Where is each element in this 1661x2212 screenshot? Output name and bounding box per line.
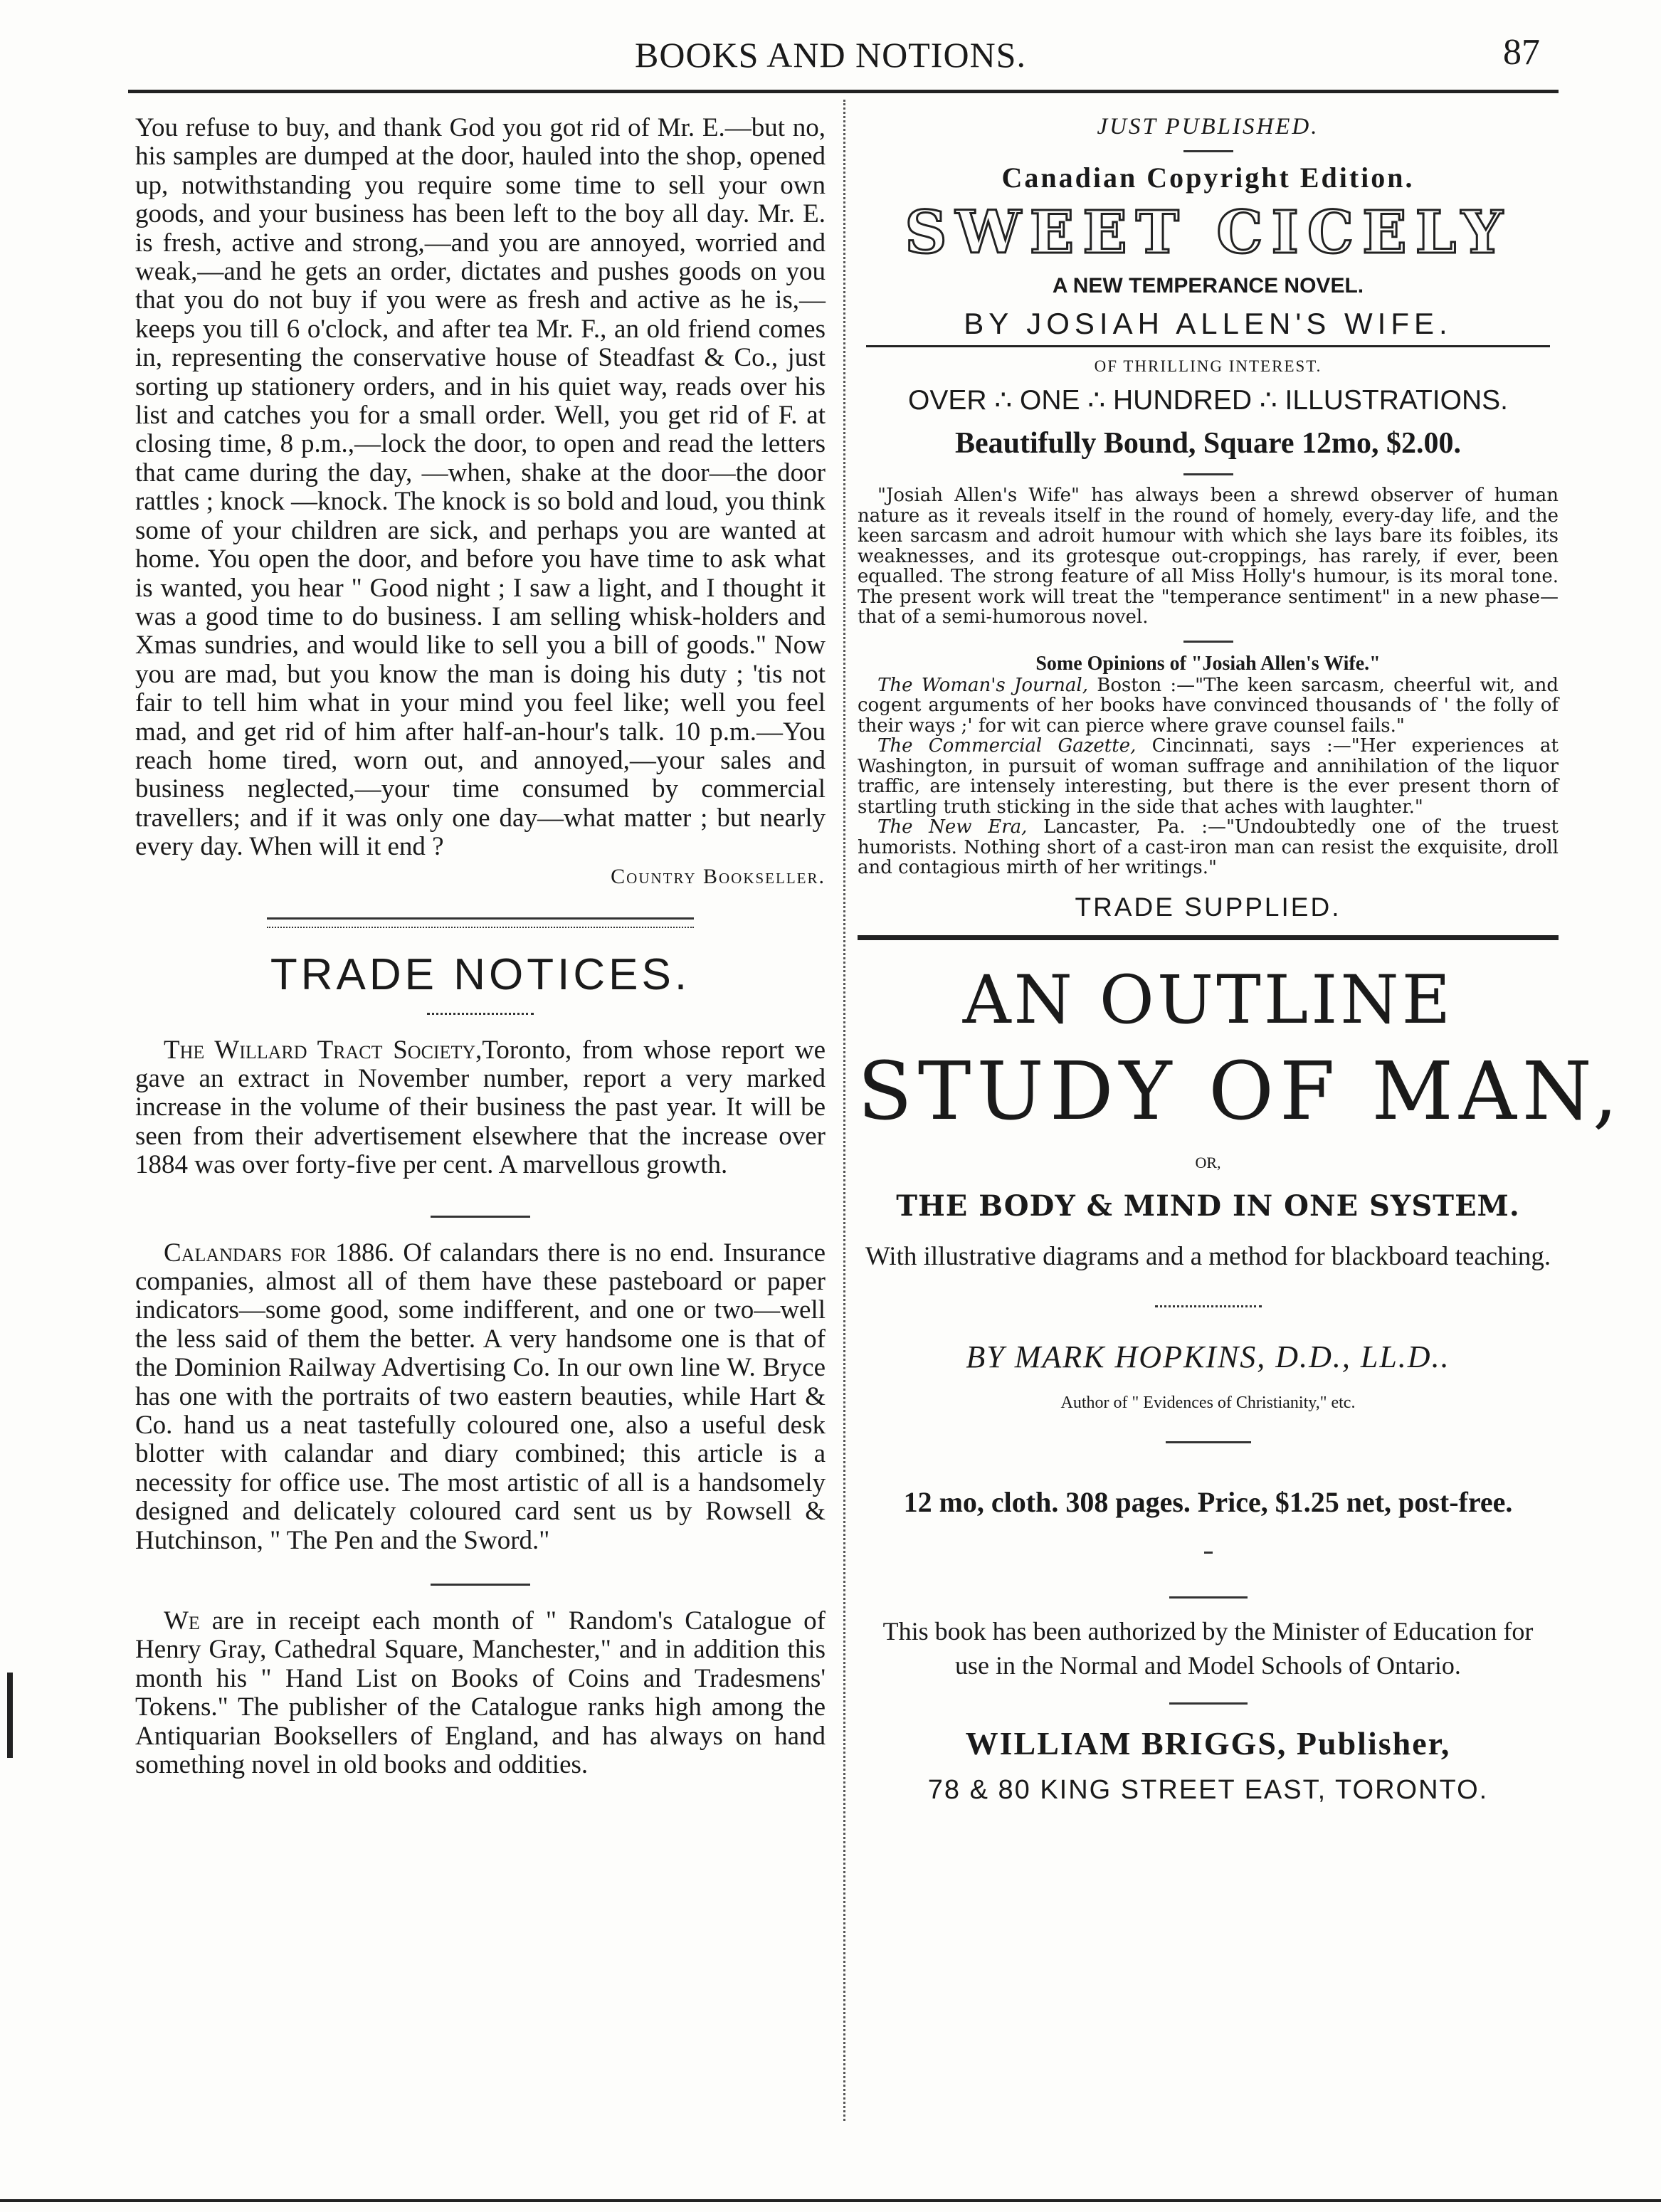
- calandars-lead: Calandars for 1886.: [164, 1238, 395, 1268]
- study-of-man-title: STUDY OF MAN,: [858, 1045, 1624, 1138]
- opinion-2-source: The Commercial Gazette,: [877, 735, 1137, 757]
- random-notice: [135, 1607, 826, 1779]
- opinion-2-text: Cincinnati, says :—"Her experiences at Washington, in pursuit of woman suffrage and annihilation of the liquor traffic, are intensely interesting, but there is the ever present thorn of startling truth sticking in the side that aches with laughter.": [858, 735, 1559, 818]
- title-dotted-rule: [427, 1013, 534, 1015]
- opinion-1-text: Boston :—"The keen sarcasm, cheerful wit, and cogent arguments of her books have convinced thousands of ' the folly of their ways ;' for wit can pierce where grave counsel fails.": [858, 674, 1559, 737]
- rule-sep-5: [1169, 1702, 1248, 1705]
- opinion-1-source: The Woman's Journal,: [877, 674, 1089, 696]
- column-divider: [843, 100, 845, 2121]
- willard-notice: [135, 1036, 826, 1180]
- notice-separator: [431, 1216, 530, 1218]
- rule-sep-4: [1169, 1596, 1248, 1599]
- hopkins-price: 12 mo, cloth. 308 pages. Price, $1.25 net, post-free.: [903, 1485, 1513, 1518]
- letter-signature: Country Bookseller.: [611, 864, 826, 888]
- diagrams-line: With illustrative diagrams and a method for blackboard teaching.: [865, 1241, 1551, 1271]
- outline-title: AN OUTLINE: [962, 961, 1454, 1039]
- willard-text: ,Toronto, from whose report we gave an extract in November number, report a very marked increase in the volume of their business the past year. It will be seen from their advertisement elsewhere that the increase over 1884 was over forty-five per cent. A marvellous growth.: [135, 1035, 826, 1180]
- publisher-line: WILLIAM BRIGGS, Publisher,: [965, 1724, 1451, 1761]
- calandars-text: Of calandars there is no end. Insurance companies, almost all of them have these pasteboard or paper indicators—some good, some indifferent, and one or two—well the less said of them the better. A very handsome one is that of the Dominion Railway Advertising Co. In our own line W. Bryce has one with the portraits of two eastern beauties, while Hart & Co. hand us a neat tastefully coloured one, also a useful desk blotter with calandar and diary combined; this article is a necessity for office use. The most artistic of all is a handsomely designed and delicately coloured card sent us by Rowsell & Hutchinson, " The Pen and the Sword.": [135, 1238, 826, 1555]
- trade-notices-title: TRADE NOTICES.: [270, 949, 691, 999]
- opinion-3-text: Lancaster, Pa. :—"Undoubtedly one of the truest humorists. Nothing short of a cast-iron man can resist the exquisite, droll and contagious mirth of her writings.": [858, 816, 1559, 878]
- small-rule: [1183, 150, 1233, 152]
- interest-line: OF THRILLING INTEREST.: [1094, 357, 1322, 375]
- rule-sep-3: [1166, 1441, 1251, 1443]
- rule-sep-2: [1183, 641, 1233, 643]
- section-double-rule: [267, 917, 694, 928]
- margin-mark: [7, 1673, 13, 1758]
- or-line: OR,: [1195, 1153, 1221, 1171]
- opinion-1: [858, 675, 1559, 737]
- publisher-address: 78 & 80 KING STREET EAST, TORONTO.: [927, 1774, 1489, 1805]
- calandars-notice: [135, 1239, 826, 1555]
- page-number: 87: [1503, 32, 1540, 73]
- letter-paragraph: You refuse to buy, and thank God you got rid of Mr. E.—but no, his samples are dumped at the door, hauled into the shop, opened up, notwithstanding you require some time to sell your own goods, and your business has been left to the boy all day. Mr. E. is fresh, active and strong,—and you are annoyed, worried and weak,—and he gets an order, dictates and pushes goods on you that you do not buy if you were as fresh and active as he is,—keeps you till 6 o'clock, and after tea Mr. F., an old friend comes in, representing the conservative house of Steadfast & Co., just sorting up stationery orders, and in his quiet way, reads over his list and catches you for a small order. Well, you get rid of F. at closing time, 8 p.m.,—lock the door, to open and read the letters that came during the day, —when, shake at the door—the door rattles ; knock —knock. The knock is so bold and loud, you think some of your children are sick, and perhaps you are wanted at home. You open the door, and before you have time to ask what is wanted, you hear " Good night ; I saw a light, and I thought it was a good time to do business. I am selling whisk-holders and Xmas sundries, and would like to sell you a bill of goods." Now you are mad, but you know the man is doing his duty ; 'tis not fair to tell him what in your mind you feel like; well you feel mad, and get rid of him after half-an-hour's talk. 10 p.m.—You reach home tired, worn out, and annoyed,—your sales and business neglected,—your time consumed by commercial travellers; and if it was only one day—what matter ; but nearly every day. When will it end ?: [135, 113, 826, 862]
- tiny-sep: [1204, 1552, 1213, 1554]
- opinion-3: [858, 817, 1559, 878]
- ad-divider: [858, 935, 1559, 940]
- opinion-3-source: The New Era,: [877, 816, 1028, 838]
- left-column: [135, 114, 826, 1780]
- page-header-title: BOOKS AND NOTIONS.: [635, 35, 1026, 75]
- right-column: [858, 114, 1624, 1806]
- authorized-note: This book has been authorized by the Minister of Education for use in the Normal and Model Schools of Ontario.: [882, 1616, 1534, 1680]
- random-lead: We: [164, 1606, 200, 1636]
- trade-supplied: TRADE SUPPLIED.: [1075, 892, 1341, 922]
- illustrations-line: OVER ∴ ONE ∴ HUNDRED ∴ ILLUSTRATIONS.: [908, 385, 1508, 416]
- rule-sep: [1183, 473, 1233, 475]
- bottom-rule: [0, 2199, 1661, 2202]
- opinions-title: Some Opinions of "Josiah Allen's Wife.": [1035, 652, 1381, 675]
- random-text: are in receipt each month of " Random's Catalogue of Henry Gray, Cathedral Square, Manchester," and in addition this month his " Hand List on Books of Coins and Tradesmens' Tokens." The publisher of the Catalogue ranks high among the Antiquarian Booksellers of England, and has always on hand something novel in old books and oddities.: [135, 1606, 826, 1780]
- book-title-sweet-cicely: SWEET CICELY: [905, 199, 1512, 267]
- author-rule: [866, 345, 1550, 347]
- by-hopkins: BY MARK HOPKINS, D.D., LL.D..: [966, 1339, 1450, 1374]
- review-paragraph: "Josiah Allen's Wife" has always been a shrewd observer of human nature as it reveals itself in the round of homely, every-day life, and the keen sarcasm and adroit humour with which she lays bare its foibles, its weaknesses, and its grotesque out-croppings, has rarely, if ever, been equalled. The strong feature of all Miss Holly's humour, is its moral tone. The present work will treat the "temperance sentiment" in a new phase—that of a semi-humorous novel.: [858, 485, 1559, 628]
- just-published: JUST PUBLISHED.: [1097, 114, 1319, 139]
- opinion-2: [858, 736, 1559, 817]
- willard-lead: The Willard Tract Society: [164, 1035, 476, 1065]
- author-of: Author of " Evidences of Christianity," etc.: [1060, 1393, 1356, 1412]
- price-line: Beautifully Bound, Square 12mo, $2.00.: [954, 427, 1462, 460]
- body-mind-line: THE BODY & MIND IN ONE SYSTEM.: [896, 1189, 1520, 1223]
- notice-separator-2: [431, 1584, 530, 1586]
- author-line: BY JOSIAH ALLEN'S WIFE.: [964, 307, 1452, 340]
- novel-subtitle: A NEW TEMPERANCE NOVEL.: [1052, 274, 1364, 297]
- edition-line: Canadian Copyright Edition.: [1001, 162, 1415, 194]
- header-rule: [128, 90, 1559, 93]
- dotted-sep: [1155, 1305, 1262, 1307]
